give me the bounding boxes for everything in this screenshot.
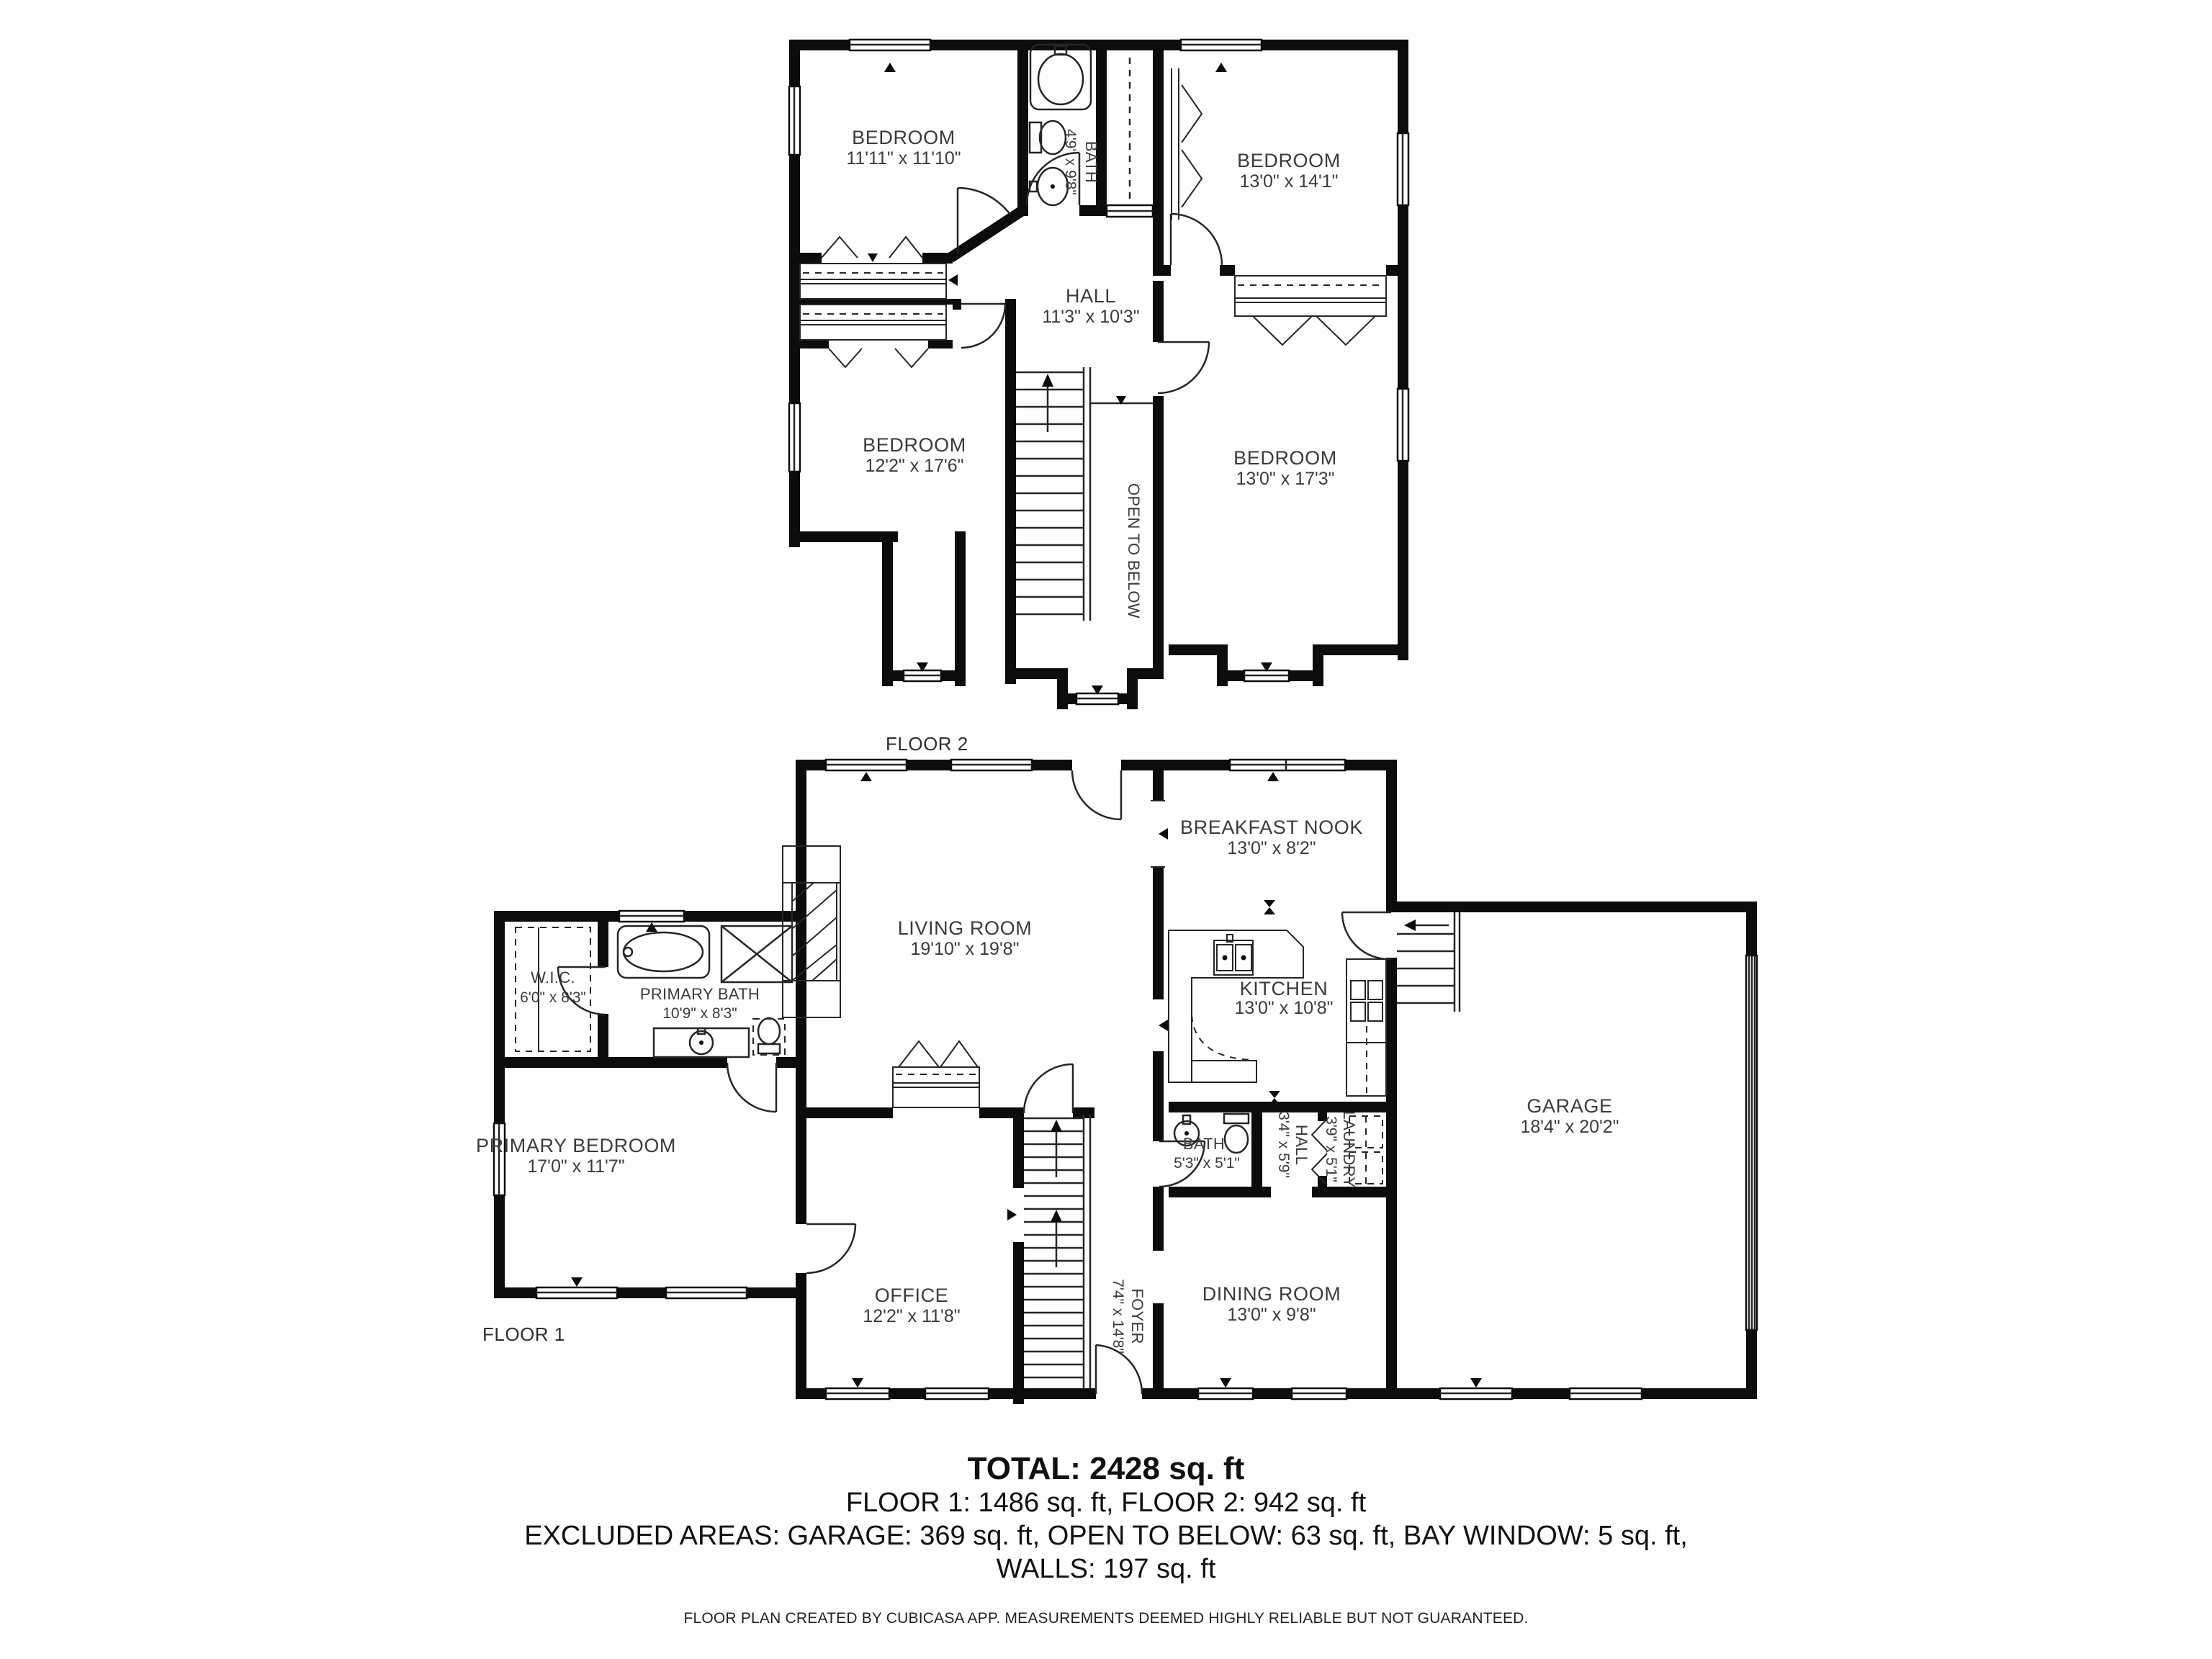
summary-excluded: EXCLUDED AREAS: GARAGE: 369 sq. ft, OPEN TO BELOW: 63 sq. ft, BAY WINDOW: 5 sq. ft, xyxy=(524,1521,1688,1551)
room-label-bath-f2: BATH xyxy=(1082,140,1100,184)
toilet-icon xyxy=(1030,121,1066,154)
shower-icon xyxy=(721,926,792,982)
primary-bathtub-icon xyxy=(618,926,709,978)
summary-walls: WALLS: 197 sq. ft xyxy=(996,1554,1216,1584)
room-label-foyer: FOYER xyxy=(1128,1288,1146,1344)
room-label-laundry: LAUNDRY xyxy=(1340,1110,1358,1188)
office-closet-band xyxy=(893,1041,979,1107)
room-dims-living: 19'10" x 19'8" xyxy=(910,939,1020,959)
foyer-staircase-icon xyxy=(1024,1115,1090,1388)
area-summary xyxy=(0,1452,2212,1586)
room-dims-hall-f2: 11'3" x 10'3" xyxy=(1042,307,1140,327)
room-dims-bedroom-br: 13'0" x 17'3" xyxy=(1236,469,1335,489)
room-label-dining: DINING ROOM xyxy=(1202,1283,1341,1305)
floor2-door-swings xyxy=(958,153,1222,393)
floor2-plan xyxy=(789,40,1408,755)
floor1-plan xyxy=(476,760,1757,1404)
room-dims-office: 12'2" x 11'8" xyxy=(863,1306,961,1326)
room-label-bedroom-tl: BEDROOM xyxy=(852,127,956,148)
room-dims-bath-f1: 5'3" x 5'1" xyxy=(1174,1155,1240,1172)
bath1-toilet-icon xyxy=(1224,1114,1249,1153)
room-dims-wic: 6'0" x 8'3" xyxy=(520,989,586,1006)
floor1-label: FLOOR 1 xyxy=(482,1323,565,1345)
room-dims-bath-f2: 4'9" x 9'8" xyxy=(1062,129,1079,195)
room-dims-foyer: 7'4" x 14'8" xyxy=(1110,1279,1126,1354)
room-dims-kitchen: 13'0" x 10'8" xyxy=(1234,998,1334,1018)
room-label-kitchen: KITCHEN xyxy=(1239,978,1328,999)
room-dims-bedroom-tr: 13'0" x 14'1" xyxy=(1239,171,1339,192)
room-dims-dining: 13'0" x 9'8" xyxy=(1227,1305,1316,1325)
room-dims-laundry: 3'9" x 5'1" xyxy=(1323,1116,1339,1182)
room-label-garage: GARAGE xyxy=(1527,1095,1613,1117)
room-dims-primary-bath: 10'9" x 8'3" xyxy=(662,1005,737,1022)
summary-total: TOTAL: 2428 sq. ft xyxy=(967,1451,1245,1486)
room-label-bedroom-tr: BEDROOM xyxy=(1237,150,1341,171)
room-dims-bedroom-bl: 12'2" x 17'6" xyxy=(865,456,964,476)
room-label-office: OFFICE xyxy=(874,1285,949,1306)
room-label-hall-f2: HALL xyxy=(1066,285,1116,307)
floor2-label: FLOOR 2 xyxy=(886,733,968,755)
bathtub-icon xyxy=(1030,45,1091,109)
room-dims-garage: 18'4" x 20'2" xyxy=(1520,1117,1619,1137)
room-label-living: LIVING ROOM xyxy=(897,917,1033,939)
room-dims-breakfast-nook: 13'0" x 8'2" xyxy=(1227,838,1316,858)
vanity-sink-icon xyxy=(654,1028,749,1057)
primary-toilet-icon xyxy=(753,1018,785,1055)
room-label-primary-bath: PRIMARY BATH xyxy=(639,985,760,1003)
room-label-wic: W.I.C. xyxy=(531,968,575,986)
room-dims-primary-bedroom: 17'0" x 11'7" xyxy=(527,1156,625,1177)
room-dims-bedroom-tl: 11'11" x 11'10" xyxy=(846,148,961,168)
room-label-breakfast-nook: BREAKFAST NOOK xyxy=(1180,817,1363,838)
garage-staircase-icon xyxy=(1397,912,1460,1012)
disclaimer-text: FLOOR PLAN CREATED BY CUBICASA APP. MEASUREMENTS DEEMED HIGHLY RELIABLE BUT NOT GUARANTEED. xyxy=(683,1610,1529,1627)
room-label-primary-bedroom: PRIMARY BEDROOM xyxy=(475,1135,677,1156)
closet-bedroom-tr xyxy=(1172,68,1202,220)
room-dims-hall-f1: 3'4" x 5'9" xyxy=(1275,1112,1292,1178)
room-label-bedroom-bl: BEDROOM xyxy=(863,434,966,456)
stove-icon xyxy=(1346,981,1386,1093)
closet-right-band xyxy=(1235,276,1386,345)
room-label-bath-f1: BATH xyxy=(1182,1135,1226,1153)
room-label-open-to-below: OPEN TO BELOW xyxy=(1125,483,1143,619)
summary-floors: FLOOR 1: 1486 sq. ft, FLOOR 2: 942 sq. ft xyxy=(845,1488,1367,1518)
room-label-hall-f1: HALL xyxy=(1292,1124,1310,1166)
room-label-bedroom-br: BEDROOM xyxy=(1233,447,1337,469)
